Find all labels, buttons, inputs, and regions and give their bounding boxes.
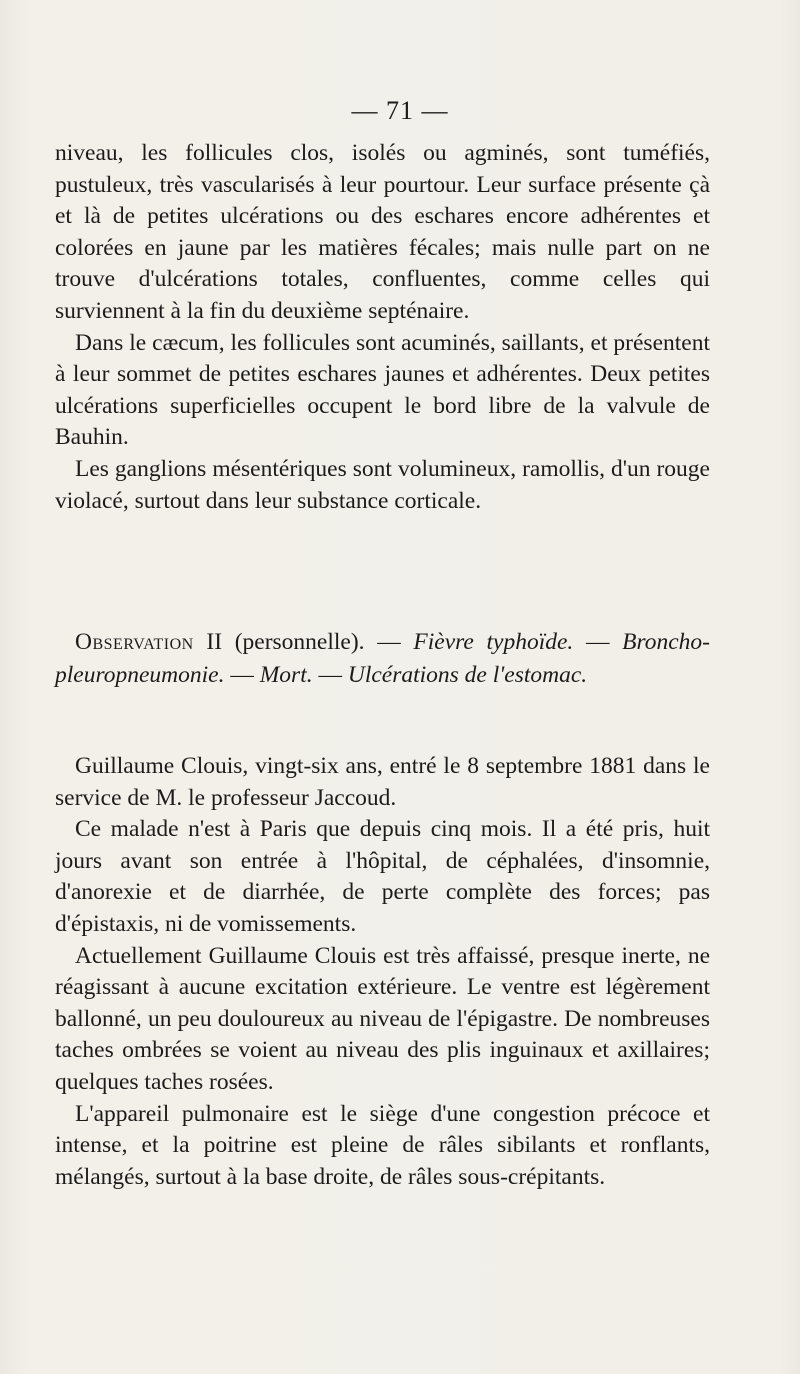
- page-number: — 71 —: [351, 96, 449, 125]
- paragraph: Guillaume Clouis, vingt-six ans, entré le 8 septembre 1881 dans le service de M. le professeur Jaccoud.: [55, 753, 710, 811]
- observation-number: II: [206, 629, 223, 655]
- observation-title-4: Ulcérations de l'estomac.: [347, 662, 588, 688]
- paragraph: Les ganglions mésentériques sont volumineux, ramollis, d'un rouge violacé, surtout dans leur substance corticale.: [55, 455, 710, 514]
- paragraph: L'appareil pulmonaire est le siège d'une congestion précoce et intense, et la poitrine est pleine de râles sibilants et ronflants, mélangés, surtout à la base droite, de râles sous-crépitants.: [55, 1100, 710, 1190]
- observation-title-2: Broncho-pleuropneumonie.: [55, 629, 711, 688]
- paragraph: niveau, les follicules clos, isolés ou agminés, sont tuméfiés, pustuleux, très vascularisés à leur pourtour. Leur surface présente çà et là de petites ulcérations ou des eschares encore adhérentes et colorées en jaune par les matières fécales; mais nulle part on ne trouve d'ulcérations totales, confluentes, comme celles qui surviennent à la fin du deuxième septénaire.: [55, 140, 710, 324]
- text-section-autopsy: [55, 138, 710, 517]
- text-section-case: [55, 751, 710, 1193]
- observation-title-3: Mort.: [259, 662, 313, 688]
- separator: —: [312, 662, 348, 688]
- observation-label: Observation: [75, 629, 194, 655]
- separator: —: [364, 629, 414, 655]
- paragraph: Ce malade n'est à Paris que depuis cinq mois. Il a été pris, huit jours avant son entrée à l'hôpital, de céphalées, d'insomnie, d'anorexie et de diarrhée, de perte complète des forces; pas d'épistaxis, ni de vomissements.: [55, 816, 710, 937]
- observation-heading-line: [55, 626, 710, 692]
- paragraph: Dans le cæcum, les follicules sont acuminés, saillants, et présentent à leur sommet de petites eschares jaunes et adhérentes. Deux petites ulcérations superficielles occupent le bord libre de la valvule de Bauhin.: [55, 329, 710, 451]
- separator: —: [573, 629, 623, 655]
- observation-heading: [55, 626, 710, 692]
- separator: —: [224, 662, 260, 688]
- observation-qualifier: (personnelle).: [234, 629, 365, 655]
- paragraph: Actuellement Guillaume Clouis est très affaissé, presque inerte, ne réagissant à aucune excitation extérieure. Le ventre est légèrement ballonné, un peu douloureux au niveau de l'épigastre. De nombreuses taches ombrées se voient au niveau des plis inguinaux et axillaires; quelques taches rosées.: [55, 942, 710, 1095]
- observation-title-1: Fièvre typhoïde.: [413, 629, 574, 655]
